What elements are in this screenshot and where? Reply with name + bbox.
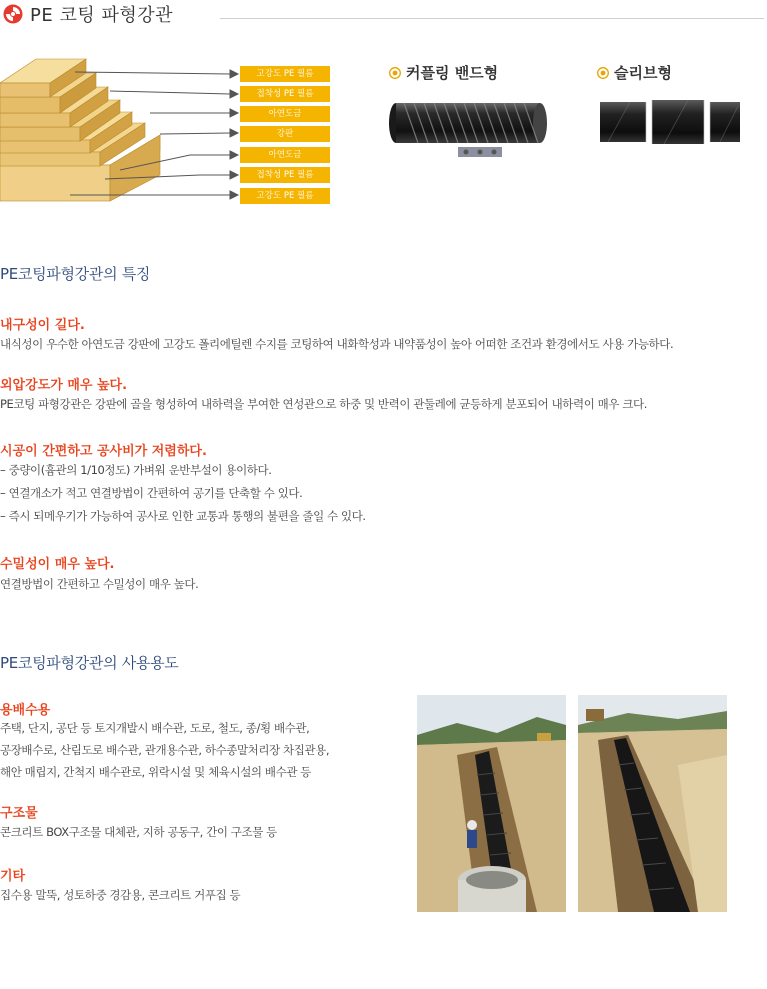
usage-heading: PE코팅파형강관의 사용용도 [0, 654, 179, 672]
feature-text-watertight: 연결방법이 간편하고 수밀성이 매우 높다. [0, 577, 199, 591]
sleeve-pipe-image [600, 98, 740, 146]
layer-label-2: 접착성 PE 필름 [240, 86, 330, 102]
site-photo-trench-1 [417, 695, 566, 912]
usage-text-structure: 콘크리트 BOX구조물 대체관, 지하 공동구, 간이 구조물 등 [0, 825, 277, 839]
features-heading: PE코팅파형강관의 특징 [0, 265, 151, 283]
usage-text-drainage-2: 공장배수로, 산림도로 배수관, 관개용수관, 하수종말처리장 차집관용, [0, 743, 330, 757]
layer-label-7: 고강도 PE 필름 [240, 188, 330, 204]
site-photo-trench-2 [578, 695, 727, 912]
usage-text-drainage-1: 주택, 단지, 공단 등 토지개발시 배수관, 도로, 철도, 종/횡 배수관, [0, 721, 310, 735]
coupling-band-label: 커플링 밴드형 [406, 64, 499, 82]
page-title: PE 코팅 파형강관 [30, 5, 173, 26]
target-bullet-icon [597, 67, 609, 79]
title-divider [220, 18, 764, 19]
usage-title-structure: 구조물 [0, 806, 38, 821]
usage-text-drainage-3: 해안 매립지, 간척지 배수관로, 위락시설 및 체육시설의 배수관 등 [0, 765, 311, 779]
layer-structure-diagram [0, 55, 340, 215]
target-bullet-icon [389, 67, 401, 79]
layer-label-5: 아연도금 [240, 147, 330, 163]
feature-title-durability: 내구성이 길다. [0, 318, 85, 333]
feature-title-strength: 외압강도가 매우 높다. [0, 378, 128, 393]
coupling-band-pipe-image [388, 97, 548, 163]
usage-title-drainage: 용배수용 [0, 703, 51, 718]
layer-label-4: 강판 [240, 126, 330, 142]
layer-label-1: 고강도 PE 필름 [240, 66, 330, 82]
title-logo-icon [3, 4, 23, 24]
usage-title-other: 기타 [0, 869, 26, 884]
usage-text-other: 집수용 말뚝, 성토하중 경감용, 콘크리트 거푸집 등 [0, 888, 241, 902]
feature-text-construction-2: – 연결개소가 적고 연결방법이 간편하여 공기를 단축할 수 있다. [0, 486, 303, 500]
feature-text-construction-3: – 즉시 되메우기가 가능하여 공사로 인한 교통과 통행의 불편을 줄일 수 있다. [0, 509, 366, 523]
sleeve-type-label: 슬리브형 [614, 64, 672, 82]
feature-text-strength: PE코팅 파형강관은 강판에 골을 형성하여 내하력을 부여한 연성관으로 하중 및 반력이 관둘레에 균등하게 분포되어 내하력이 매우 크다. [0, 397, 648, 411]
coupling-band-heading [389, 62, 498, 83]
feature-text-durability: 내식성이 우수한 아연도금 강판에 고강도 폴리에틸렌 수지를 코팅하여 내화학성과 내약품성이 높아 어떠한 조건과 환경에서도 사용 가능하다. [0, 337, 674, 351]
layer-label-3: 아연도금 [240, 106, 330, 122]
sleeve-type-heading [597, 62, 672, 83]
feature-title-construction: 시공이 간편하고 공사비가 저렴하다. [0, 444, 207, 459]
feature-text-construction-1: – 중량이(흄관의 1/10정도) 가벼워 운반부설이 용이하다. [0, 463, 272, 477]
feature-title-watertight: 수밀성이 매우 높다. [0, 557, 115, 572]
layer-label-6: 접착성 PE 필름 [240, 167, 330, 183]
